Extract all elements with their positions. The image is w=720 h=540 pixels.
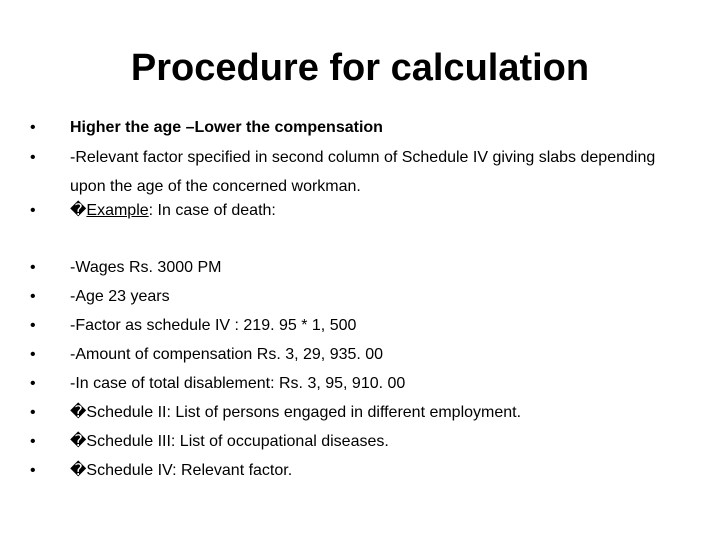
bullet-text: Higher the age –Lower the compensation (70, 119, 383, 136)
bullet-text: -Wages Rs. 3000 PM (70, 259, 222, 276)
list-item (30, 311, 670, 340)
example-text: : In case of death: (148, 202, 276, 219)
bullet-text: -In case of total disablement: Rs. 3, 95, 910. 00 (70, 375, 406, 392)
bullet-text (70, 196, 670, 225)
example-prefix: � (70, 202, 87, 219)
list-item (30, 369, 670, 398)
list-item (30, 340, 670, 369)
bullet-dot: • (30, 259, 36, 276)
list-item (30, 253, 670, 282)
bullet-dot: • (30, 202, 36, 219)
bullet-dot: • (30, 404, 36, 421)
list-item (30, 113, 670, 142)
bullet-dot: • (30, 375, 36, 392)
list-item (30, 427, 670, 456)
list-item (30, 196, 670, 225)
bullet-text: -Age 23 years (70, 288, 170, 305)
bullet-dot: • (30, 462, 36, 479)
bullet-text: -Factor as schedule IV : 219. 95 * 1, 500 (70, 317, 357, 334)
bullet-text: -Amount of compensation Rs. 3, 29, 935. 00 (70, 346, 384, 363)
bullet-dot: • (30, 346, 36, 363)
bullet-text: -Relevant factor specified in second column of Schedule IV giving slabs depending upon the age of the concerned workman. (70, 149, 656, 195)
list-item (30, 282, 670, 311)
list-item (30, 456, 670, 485)
list-item (30, 398, 670, 427)
bullet-text: �Schedule IV: Relevant factor. (70, 462, 293, 479)
bullet-dot: • (30, 288, 36, 305)
list-item (30, 143, 670, 201)
bullet-dot: • (30, 149, 36, 166)
bullet-text: �Schedule II: List of persons engaged in different employment. (70, 404, 522, 421)
bullet-dot: • (30, 433, 36, 450)
page-title: Procedure for calculation (130, 47, 590, 89)
bullet-dot: • (30, 119, 36, 136)
example-label: Example (86, 202, 149, 219)
bullet-text: �Schedule III: List of occupational diseases. (70, 433, 389, 450)
bullet-dot: • (30, 317, 36, 334)
